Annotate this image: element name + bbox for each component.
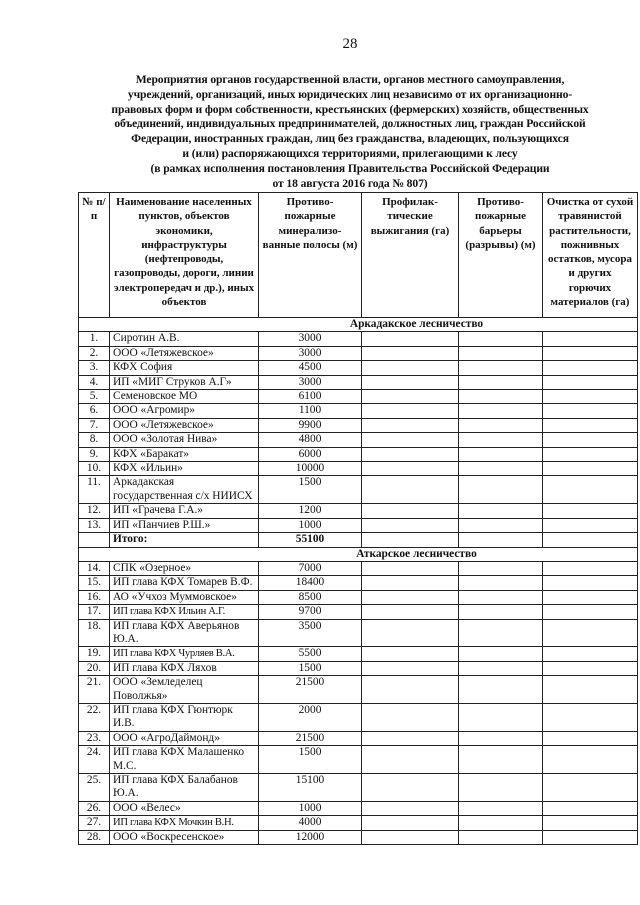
- row-clean: [543, 404, 638, 418]
- row-strips: 4500: [259, 361, 362, 375]
- row-number: 25.: [79, 774, 110, 802]
- row-burn: [362, 390, 459, 404]
- row-clean: [543, 390, 638, 404]
- row-burn: [362, 561, 459, 575]
- table-row: [79, 447, 638, 461]
- row-number: 11.: [79, 476, 110, 504]
- total-burn-empty: [362, 533, 459, 547]
- row-strips: 5500: [259, 647, 362, 661]
- row-barrier: [459, 476, 543, 504]
- total-row: [79, 533, 638, 547]
- header-name: Наименование населенных пунктов, объектов экономики, инфраструктуры (нефтепроводы, газопроводы, дороги, линии электропередач и др.), иных объектов: [110, 193, 259, 318]
- row-clean: [543, 332, 638, 346]
- row-strips: 1200: [259, 504, 362, 518]
- total-label: Итого:: [110, 533, 259, 547]
- row-strips: 3500: [259, 619, 362, 647]
- row-clean: [543, 518, 638, 532]
- row-clean: [543, 731, 638, 745]
- row-barrier: [459, 731, 543, 745]
- row-number: 18.: [79, 619, 110, 647]
- row-clean: [543, 661, 638, 675]
- table-row: [79, 561, 638, 575]
- table-row: [79, 433, 638, 447]
- row-name: ИП глава КФХ Балабанов Ю.А.: [110, 774, 259, 802]
- row-clean: [543, 576, 638, 590]
- row-barrier: [459, 390, 543, 404]
- row-burn: [362, 703, 459, 731]
- row-number: 7.: [79, 418, 110, 432]
- row-burn: [362, 332, 459, 346]
- table-row: [79, 647, 638, 661]
- row-number: 23.: [79, 731, 110, 745]
- header-burn: Профилак-тические выжигания (га): [362, 193, 459, 318]
- row-clean: [543, 801, 638, 815]
- row-barrier: [459, 518, 543, 532]
- row-number: 28.: [79, 830, 110, 844]
- title-line: правовых форм и форм собственности, крестьянских (фермерских) хозяйств, общественных: [111, 102, 589, 116]
- row-number: 10.: [79, 462, 110, 476]
- row-clean: [543, 561, 638, 575]
- row-clean: [543, 647, 638, 661]
- table-row: [79, 605, 638, 619]
- row-clean: [543, 605, 638, 619]
- row-barrier: [459, 590, 543, 604]
- table-row: [79, 830, 638, 844]
- row-name: СПК «Озерное»: [110, 561, 259, 575]
- row-strips: 3000: [259, 375, 362, 389]
- table-row: [79, 390, 638, 404]
- row-name: АО «Учхоз Муммовское»: [110, 590, 259, 604]
- row-burn: [362, 375, 459, 389]
- row-barrier: [459, 332, 543, 346]
- row-barrier: [459, 816, 543, 830]
- total-barrier-empty: [459, 533, 543, 547]
- row-name: КФХ «Ильин»: [110, 462, 259, 476]
- row-burn: [362, 346, 459, 360]
- row-number: 27.: [79, 816, 110, 830]
- row-name: ИП глава КФХ Томарев В.Ф.: [110, 576, 259, 590]
- row-number: 5.: [79, 390, 110, 404]
- row-barrier: [459, 576, 543, 590]
- row-barrier: [459, 418, 543, 432]
- row-number: 20.: [79, 661, 110, 675]
- page-number: 28: [342, 36, 358, 52]
- table-header-row: [79, 193, 638, 318]
- row-strips: 3000: [259, 332, 362, 346]
- table-row: [79, 346, 638, 360]
- row-name: КФХ «Баракат»: [110, 447, 259, 461]
- row-strips: 4800: [259, 433, 362, 447]
- table-row: [79, 462, 638, 476]
- row-number: 24.: [79, 746, 110, 774]
- row-number: 15.: [79, 576, 110, 590]
- row-burn: [362, 504, 459, 518]
- row-strips: 9900: [259, 418, 362, 432]
- title-line: и (или) распоряжающихся территориями, прилегающими к лесу: [182, 146, 518, 160]
- row-clean: [543, 774, 638, 802]
- table-row: [79, 332, 638, 346]
- row-strips: 1500: [259, 661, 362, 675]
- row-name: Аркадакская государственная с/х НИИСХ: [110, 476, 259, 504]
- document-title: [100, 73, 600, 191]
- row-number: 4.: [79, 375, 110, 389]
- row-name: ООО «АгроДаймонд»: [110, 731, 259, 745]
- row-name: ООО «Велес»: [110, 801, 259, 815]
- row-name: ИП глава КФХ Мочкин В.Н.: [110, 816, 259, 830]
- row-barrier: [459, 447, 543, 461]
- row-burn: [362, 731, 459, 745]
- row-barrier: [459, 361, 543, 375]
- row-strips: 6100: [259, 390, 362, 404]
- row-number: 21.: [79, 676, 110, 704]
- row-burn: [362, 619, 459, 647]
- row-number: 2.: [79, 346, 110, 360]
- row-barrier: [459, 404, 543, 418]
- row-clean: [543, 830, 638, 844]
- row-name: ООО «Летяжевское»: [110, 418, 259, 432]
- row-barrier: [459, 433, 543, 447]
- table-row: [79, 504, 638, 518]
- table-row: [79, 703, 638, 731]
- row-strips: 1000: [259, 518, 362, 532]
- row-strips: 1000: [259, 801, 362, 815]
- title-line: учреждений, организаций, иных юридических лиц независимо от их организационно-: [127, 87, 573, 101]
- table-row: [79, 746, 638, 774]
- row-name: ООО «Летяжевское»: [110, 346, 259, 360]
- row-number: 26.: [79, 801, 110, 815]
- row-name: ИП глава КФХ Малашенко М.С.: [110, 746, 259, 774]
- table-row: [79, 731, 638, 745]
- row-name: ИП глава КФХ Ляхов: [110, 661, 259, 675]
- row-barrier: [459, 504, 543, 518]
- row-barrier: [459, 346, 543, 360]
- row-burn: [362, 447, 459, 461]
- row-burn: [362, 816, 459, 830]
- row-burn: [362, 576, 459, 590]
- row-name: ООО «Воскресенское»: [110, 830, 259, 844]
- row-burn: [362, 433, 459, 447]
- total-strips: 55100: [259, 533, 362, 547]
- row-clean: [543, 746, 638, 774]
- row-number: 13.: [79, 518, 110, 532]
- row-burn: [362, 801, 459, 815]
- row-clean: [543, 418, 638, 432]
- table-row: [79, 619, 638, 647]
- row-strips: 12000: [259, 830, 362, 844]
- row-barrier: [459, 801, 543, 815]
- row-strips: 21500: [259, 676, 362, 704]
- row-burn: [362, 418, 459, 432]
- row-number: 8.: [79, 433, 110, 447]
- header-num: № п/п: [79, 193, 110, 318]
- fire-measures-table: [78, 192, 638, 845]
- row-barrier: [459, 647, 543, 661]
- row-number: 3.: [79, 361, 110, 375]
- row-burn: [362, 830, 459, 844]
- row-strips: 18400: [259, 576, 362, 590]
- row-burn: [362, 647, 459, 661]
- row-name: КФХ София: [110, 361, 259, 375]
- table-row: [79, 816, 638, 830]
- section-row: [79, 318, 638, 332]
- row-burn: [362, 476, 459, 504]
- section-row: [79, 547, 638, 561]
- table-row: [79, 676, 638, 704]
- row-burn: [362, 462, 459, 476]
- row-name: ООО «Агромир»: [110, 404, 259, 418]
- row-number: 16.: [79, 590, 110, 604]
- row-barrier: [459, 703, 543, 731]
- row-name: ИП «Панчиев Р.Ш.»: [110, 518, 259, 532]
- table-row: [79, 404, 638, 418]
- row-burn: [362, 590, 459, 604]
- table-row: [79, 418, 638, 432]
- row-barrier: [459, 561, 543, 575]
- row-clean: [543, 703, 638, 731]
- row-strips: 9700: [259, 605, 362, 619]
- row-strips: 15100: [259, 774, 362, 802]
- row-name: ИП глава КФХ Гюнтюрк И.В.: [110, 703, 259, 731]
- row-clean: [543, 619, 638, 647]
- total-num-empty: [79, 533, 110, 547]
- row-burn: [362, 746, 459, 774]
- row-strips: 1500: [259, 476, 362, 504]
- header-barrier: Противо-пожарные барьеры (разрывы) (м): [459, 193, 543, 318]
- table-row: [79, 375, 638, 389]
- row-name: ИП глава КФХ Аверьянов Ю.А.: [110, 619, 259, 647]
- title-line: Федерации, иностранных граждан, лиц без гражданства, владеющих, пользующихся: [131, 132, 569, 146]
- row-strips: 1500: [259, 746, 362, 774]
- row-name: Сиротин А.В.: [110, 332, 259, 346]
- table-row: [79, 476, 638, 504]
- section-title: Аткарское лесничество: [79, 547, 638, 561]
- header-clean: Очистка от сухой травянистой растительности, пожнивных остатков, мусора и других горючих материалов (га): [543, 193, 638, 318]
- row-number: 12.: [79, 504, 110, 518]
- row-name: ООО «Золотая Нива»: [110, 433, 259, 447]
- row-barrier: [459, 676, 543, 704]
- header-strips: Противо-пожарные минерализо-ванные полосы (м): [259, 193, 362, 318]
- section-title: Аркадакское лесничество: [79, 318, 638, 332]
- total-clean-empty: [543, 533, 638, 547]
- row-strips: 8500: [259, 590, 362, 604]
- row-strips: 10000: [259, 462, 362, 476]
- row-strips: 3000: [259, 346, 362, 360]
- row-clean: [543, 816, 638, 830]
- row-name: Семеновское МО: [110, 390, 259, 404]
- row-clean: [543, 676, 638, 704]
- row-clean: [543, 590, 638, 604]
- row-burn: [362, 676, 459, 704]
- table-row: [79, 661, 638, 675]
- row-number: 1.: [79, 332, 110, 346]
- title-line: Мероприятия органов государственной власти, органов местного самоуправления,: [135, 73, 565, 86]
- row-name: ИП глава КФХ Чурляев В.А.: [110, 647, 259, 661]
- row-barrier: [459, 605, 543, 619]
- table-row: [79, 774, 638, 802]
- row-burn: [362, 361, 459, 375]
- row-clean: [543, 447, 638, 461]
- row-barrier: [459, 661, 543, 675]
- title-line: объединений, индивидуальных предпринимателей, должностных лиц, граждан Российской: [114, 117, 586, 131]
- row-barrier: [459, 830, 543, 844]
- row-clean: [543, 504, 638, 518]
- row-number: 22.: [79, 703, 110, 731]
- row-name: ИП «Грачева Г.А.»: [110, 504, 259, 518]
- row-number: 14.: [79, 561, 110, 575]
- row-barrier: [459, 746, 543, 774]
- row-strips: 21500: [259, 731, 362, 745]
- row-clean: [543, 346, 638, 360]
- table-row: [79, 590, 638, 604]
- row-name: ИП «МИГ Струков А.Г»: [110, 375, 259, 389]
- row-strips: 2000: [259, 703, 362, 731]
- row-burn: [362, 518, 459, 532]
- row-strips: 6000: [259, 447, 362, 461]
- row-clean: [543, 361, 638, 375]
- row-strips: 4000: [259, 816, 362, 830]
- row-number: 17.: [79, 605, 110, 619]
- row-number: 19.: [79, 647, 110, 661]
- row-number: 6.: [79, 404, 110, 418]
- row-barrier: [459, 462, 543, 476]
- row-burn: [362, 774, 459, 802]
- row-barrier: [459, 619, 543, 647]
- title-line: (в рамках исполнения постановления Правительства Российской Федерации: [150, 161, 550, 175]
- row-clean: [543, 375, 638, 389]
- row-strips: 7000: [259, 561, 362, 575]
- table-row: [79, 801, 638, 815]
- row-burn: [362, 404, 459, 418]
- row-name: ИП глава КФХ Ильин А.Г.: [110, 605, 259, 619]
- table-row: [79, 518, 638, 532]
- table-body: [79, 318, 638, 845]
- row-burn: [362, 605, 459, 619]
- table-row: [79, 576, 638, 590]
- row-barrier: [459, 375, 543, 389]
- row-clean: [543, 433, 638, 447]
- row-strips: 1100: [259, 404, 362, 418]
- row-name: ООО «Земледелец Поволжья»: [110, 676, 259, 704]
- row-barrier: [459, 774, 543, 802]
- row-burn: [362, 661, 459, 675]
- table-row: [79, 361, 638, 375]
- row-clean: [543, 462, 638, 476]
- title-line: от 18 августа 2016 года № 807): [272, 176, 428, 190]
- row-clean: [543, 476, 638, 504]
- row-number: 9.: [79, 447, 110, 461]
